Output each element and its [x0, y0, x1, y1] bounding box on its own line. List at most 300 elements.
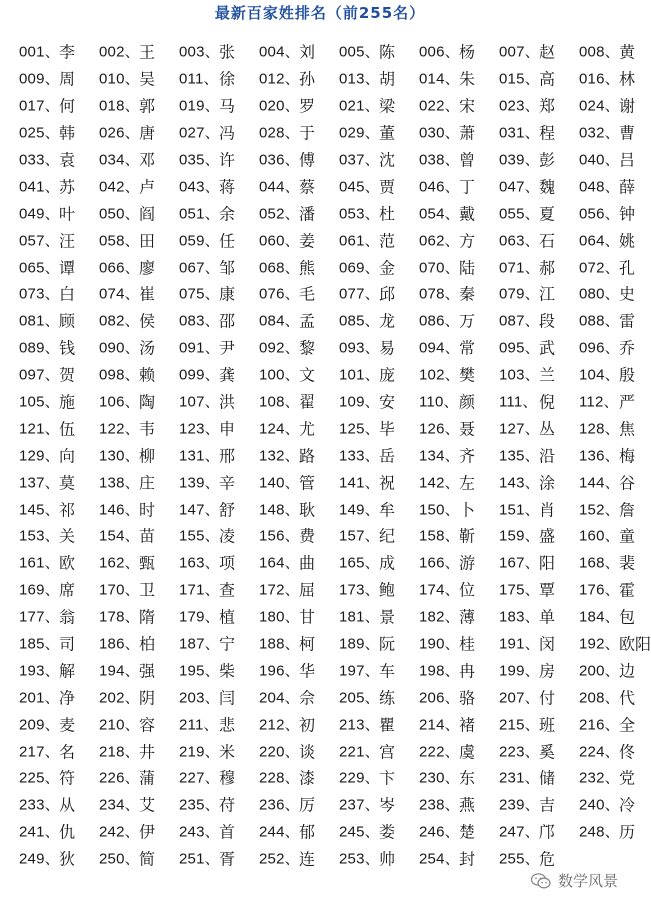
- surname: 刘: [299, 42, 316, 62]
- rank-number: 015、: [499, 70, 540, 88]
- surname-entry: [160, 334, 240, 361]
- surname: 韦: [139, 419, 156, 439]
- rank-number: 245、: [339, 823, 380, 841]
- rank-number: 083、: [179, 312, 220, 330]
- surname: 成: [379, 553, 396, 573]
- surname: 汤: [139, 338, 156, 358]
- surname-entry: [560, 92, 640, 119]
- surname-entry: [240, 576, 320, 603]
- rank-number: 008、: [579, 43, 620, 61]
- rank-number: 254、: [419, 850, 460, 868]
- surname: 储: [539, 768, 556, 788]
- rank-number: 217、: [19, 743, 60, 761]
- rank-number: 060、: [259, 232, 300, 250]
- surname-entry: [80, 226, 160, 253]
- surname: 柏: [139, 634, 156, 654]
- surname: 边: [619, 661, 636, 681]
- surname: 任: [219, 231, 236, 251]
- rank-number: 141、: [339, 474, 380, 492]
- surname: 莫: [59, 473, 76, 493]
- surname-entry: [320, 737, 400, 764]
- rank-number: 085、: [339, 312, 380, 330]
- surname-entry: [400, 119, 480, 146]
- rank-number: 123、: [179, 420, 220, 438]
- rank-number: 192、: [579, 635, 620, 653]
- rank-number: 214、: [419, 716, 460, 734]
- surname: 全: [619, 715, 636, 735]
- rank-number: 153、: [19, 527, 60, 545]
- surname-row: [0, 549, 640, 576]
- surname-entry: [320, 845, 400, 872]
- rank-number: 049、: [19, 205, 60, 223]
- surname-row: [0, 576, 640, 603]
- surname: 霍: [619, 580, 636, 600]
- rank-number: 099、: [179, 366, 220, 384]
- rank-number: 064、: [579, 232, 620, 250]
- surname: 覃: [539, 580, 556, 600]
- surname: 植: [219, 607, 236, 627]
- surname: 李: [59, 42, 76, 62]
- surname: 佟: [619, 742, 636, 762]
- rank-number: 074、: [99, 285, 140, 303]
- surname-entry: [560, 549, 640, 576]
- surname: 房: [539, 661, 556, 681]
- surname-entry: [80, 38, 160, 65]
- rank-number: 203、: [179, 689, 220, 707]
- surname: 欧阳: [619, 634, 651, 654]
- rank-number: 204、: [259, 689, 300, 707]
- surname-entry: [80, 710, 160, 737]
- rank-number: 240、: [579, 796, 620, 814]
- surname-entry: [560, 414, 640, 441]
- surname-entry: [240, 603, 320, 630]
- surname: 韩: [59, 123, 76, 143]
- surname-entry: [80, 334, 160, 361]
- surname-entry: [560, 683, 640, 710]
- rank-number: 124、: [259, 420, 300, 438]
- surname-entry: [160, 791, 240, 818]
- surname: 蒋: [219, 177, 236, 197]
- surname: 娄: [379, 822, 396, 842]
- rank-number: 167、: [499, 554, 540, 572]
- surname-entry: [560, 119, 640, 146]
- surname-entry: [320, 441, 400, 468]
- rank-number: 143、: [499, 474, 540, 492]
- surname: 欧: [59, 553, 76, 573]
- surname: 熊: [299, 258, 316, 278]
- rank-number: 007、: [499, 43, 540, 61]
- surname: 孙: [299, 69, 316, 89]
- surname: 傅: [299, 150, 316, 170]
- surname-entry: [160, 38, 240, 65]
- surname-entry: [240, 549, 320, 576]
- surname: 伍: [59, 419, 76, 439]
- rank-number: 020、: [259, 97, 300, 115]
- surname: 佘: [299, 688, 316, 708]
- rank-number: 001、: [19, 43, 60, 61]
- rank-number: 162、: [99, 554, 140, 572]
- surname: 冉: [459, 661, 476, 681]
- surname-entry: [80, 119, 160, 146]
- rank-number: 065、: [19, 259, 60, 277]
- surname: 秦: [459, 284, 476, 304]
- rank-number: 212、: [259, 716, 300, 734]
- surname: 史: [619, 284, 636, 304]
- surname-entry: [80, 603, 160, 630]
- surname-entry: [160, 764, 240, 791]
- surname-entry: [160, 146, 240, 173]
- surname: 艾: [139, 795, 156, 815]
- rank-number: 021、: [339, 97, 380, 115]
- rank-number: 182、: [419, 608, 460, 626]
- surname-entry: [320, 307, 400, 334]
- surname: 文: [299, 365, 316, 385]
- rank-number: 137、: [19, 474, 60, 492]
- surname: 谈: [299, 742, 316, 762]
- surname: 毛: [299, 284, 316, 304]
- rank-number: 241、: [19, 823, 60, 841]
- surname-entry: [240, 710, 320, 737]
- surname: 施: [59, 392, 76, 412]
- surname: 蔡: [299, 177, 316, 197]
- surname: 仇: [59, 822, 76, 842]
- rank-number: 230、: [419, 769, 460, 787]
- surname-entry: [480, 119, 560, 146]
- rank-number: 016、: [579, 70, 620, 88]
- rank-number: 076、: [259, 285, 300, 303]
- surname: 赵: [539, 42, 556, 62]
- surname-entry: [240, 845, 320, 872]
- surname-entry: [400, 307, 480, 334]
- surname: 辛: [219, 473, 236, 493]
- surname: 燕: [459, 795, 476, 815]
- rank-number: 196、: [259, 662, 300, 680]
- surname-entry: [400, 603, 480, 630]
- surname-entry: [400, 38, 480, 65]
- surname-entry: [80, 361, 160, 388]
- rank-number: 030、: [419, 124, 460, 142]
- rank-number: 132、: [259, 447, 300, 465]
- rank-number: 216、: [579, 716, 620, 734]
- surname: 凌: [219, 526, 236, 546]
- rank-number: 154、: [99, 527, 140, 545]
- rank-number: 081、: [19, 312, 60, 330]
- surname-entry: [560, 280, 640, 307]
- rank-number: 134、: [419, 447, 460, 465]
- surname-entry: [240, 38, 320, 65]
- surname: 邓: [139, 150, 156, 170]
- surname: 宁: [219, 634, 236, 654]
- surname: 江: [539, 284, 556, 304]
- rank-number: 121、: [19, 420, 60, 438]
- surname-entry: [400, 549, 480, 576]
- rank-number: 013、: [339, 70, 380, 88]
- rank-number: 135、: [499, 447, 540, 465]
- rank-number: 052、: [259, 205, 300, 223]
- rank-number: 191、: [499, 635, 540, 653]
- surname-row: [0, 172, 640, 199]
- rank-number: 179、: [179, 608, 220, 626]
- surname-entry: [160, 630, 240, 657]
- rank-number: 206、: [419, 689, 460, 707]
- surname: 危: [539, 849, 556, 869]
- surname-entry: [320, 522, 400, 549]
- rank-number: 246、: [419, 823, 460, 841]
- rank-number: 041、: [19, 178, 60, 196]
- surname: 曲: [299, 553, 316, 573]
- surname: 净: [59, 688, 76, 708]
- surname: 冯: [219, 123, 236, 143]
- rank-number: 181、: [339, 608, 380, 626]
- surname: 闫: [219, 688, 236, 708]
- rank-number: 185、: [19, 635, 60, 653]
- rank-number: 091、: [179, 339, 220, 357]
- surname-entry: [0, 361, 80, 388]
- rank-number: 243、: [179, 823, 220, 841]
- surname-entry: [320, 495, 400, 522]
- surname: 魏: [539, 177, 556, 197]
- surname: 郭: [139, 96, 156, 116]
- rank-number: 180、: [259, 608, 300, 626]
- rank-number: 140、: [259, 474, 300, 492]
- surname: 解: [59, 661, 76, 681]
- surname-entry: [560, 522, 640, 549]
- rank-number: 040、: [579, 151, 620, 169]
- surname-entry: [0, 65, 80, 92]
- surname: 朱: [459, 69, 476, 89]
- surname-entry: [240, 92, 320, 119]
- rank-number: 095、: [499, 339, 540, 357]
- surname: 林: [619, 69, 636, 89]
- rank-number: 234、: [99, 796, 140, 814]
- rank-number: 068、: [259, 259, 300, 277]
- surname: 井: [139, 742, 156, 762]
- rank-number: 225、: [19, 769, 60, 787]
- rank-number: 129、: [19, 447, 60, 465]
- rank-number: 006、: [419, 43, 460, 61]
- surname-entry: [160, 226, 240, 253]
- wechat-icon: [530, 872, 552, 890]
- rank-number: 244、: [259, 823, 300, 841]
- surname: 路: [299, 446, 316, 466]
- surname-entry: [400, 656, 480, 683]
- surname-row: [0, 764, 640, 791]
- surname: 戴: [459, 204, 476, 224]
- surname: 廖: [139, 258, 156, 278]
- surname: 穆: [219, 768, 236, 788]
- surname: 薛: [619, 177, 636, 197]
- rank-number: 108、: [259, 393, 300, 411]
- surname: 苻: [219, 795, 236, 815]
- surname-entry: [560, 38, 640, 65]
- surname: 谢: [619, 96, 636, 116]
- rank-number: 139、: [179, 474, 220, 492]
- rank-number: 158、: [419, 527, 460, 545]
- rank-number: 242、: [99, 823, 140, 841]
- rank-number: 004、: [259, 43, 300, 61]
- surname: 童: [619, 526, 636, 546]
- surname-row: [0, 737, 640, 764]
- surname: 封: [459, 849, 476, 869]
- surname-entry: [560, 361, 640, 388]
- surname: 时: [139, 500, 156, 520]
- rank-number: 112、: [579, 393, 619, 411]
- surname-entry: [400, 764, 480, 791]
- rank-number: 028、: [259, 124, 300, 142]
- surname-entry: [560, 656, 640, 683]
- surname-entry: [400, 441, 480, 468]
- rank-number: 253、: [339, 850, 380, 868]
- rank-number: 161、: [19, 554, 60, 572]
- rank-number: 073、: [19, 285, 60, 303]
- surname-entry: [160, 818, 240, 845]
- rank-number: 082、: [99, 312, 140, 330]
- surname: 祁: [59, 500, 76, 520]
- surname-entry: [160, 307, 240, 334]
- surname-entry: [560, 334, 640, 361]
- surname: 位: [459, 580, 476, 600]
- rank-number: 037、: [339, 151, 380, 169]
- surname: 宋: [459, 96, 476, 116]
- surname-entry: [80, 280, 160, 307]
- surname: 黄: [619, 42, 636, 62]
- surname: 华: [299, 661, 316, 681]
- rank-number: 106、: [99, 393, 140, 411]
- surname: 舒: [219, 500, 236, 520]
- rank-number: 032、: [579, 124, 620, 142]
- rank-number: 251、: [179, 850, 220, 868]
- surname-entry: [240, 307, 320, 334]
- rank-number: 098、: [99, 366, 140, 384]
- rank-number: 193、: [19, 662, 60, 680]
- surname-entry: [80, 764, 160, 791]
- surname: 简: [139, 849, 156, 869]
- surname: 屈: [299, 580, 316, 600]
- rank-number: 247、: [499, 823, 540, 841]
- surname-entry: [0, 199, 80, 226]
- surname-row: [0, 334, 640, 361]
- surname-entry: [480, 172, 560, 199]
- rank-number: 084、: [259, 312, 300, 330]
- rank-number: 198、: [419, 662, 460, 680]
- surname: 吕: [619, 150, 636, 170]
- surname-entry: [480, 495, 560, 522]
- rank-number: 136、: [579, 447, 620, 465]
- surname: 丁: [459, 177, 476, 197]
- surname-row: [0, 146, 640, 173]
- rank-number: 164、: [259, 554, 300, 572]
- surname: 罗: [299, 96, 316, 116]
- surname-entry: [400, 65, 480, 92]
- surname: 卢: [139, 177, 156, 197]
- surname-entry: [480, 280, 560, 307]
- rank-number: 059、: [179, 232, 220, 250]
- rank-number: 170、: [99, 581, 140, 599]
- surname-row: [0, 522, 640, 549]
- surname-entry: [480, 468, 560, 495]
- surname-row: [0, 388, 640, 415]
- surname: 范: [379, 231, 396, 251]
- surname: 沿: [539, 446, 556, 466]
- surname: 胡: [379, 69, 396, 89]
- surname-entry: [0, 468, 80, 495]
- surname: 陆: [459, 258, 476, 278]
- surname-entry: [80, 845, 160, 872]
- surname-entry: [480, 683, 560, 710]
- surname-entry: [480, 307, 560, 334]
- surname: 虞: [459, 742, 476, 762]
- rank-number: 058、: [99, 232, 140, 250]
- rank-number: 236、: [259, 796, 300, 814]
- rank-number: 003、: [179, 43, 220, 61]
- rank-number: 019、: [179, 97, 220, 115]
- surname-entry: [0, 172, 80, 199]
- surname-entry: [480, 414, 560, 441]
- surname-entry: [0, 119, 80, 146]
- surname: 容: [139, 715, 156, 735]
- surname: 阎: [139, 204, 156, 224]
- surname-entry: [80, 549, 160, 576]
- rank-number: 200、: [579, 662, 620, 680]
- surname: 曾: [459, 150, 476, 170]
- surname: 肖: [539, 500, 556, 520]
- surname: 高: [539, 69, 556, 89]
- surname: 包: [619, 607, 636, 627]
- rank-number: 209、: [19, 716, 60, 734]
- surname-entry: [400, 818, 480, 845]
- surname: 田: [139, 231, 156, 251]
- surname-entry: [560, 65, 640, 92]
- surname-entry: [0, 630, 80, 657]
- surname: 薄: [459, 607, 476, 627]
- rank-number: 145、: [19, 501, 60, 519]
- rank-number: 087、: [499, 312, 540, 330]
- surname: 庄: [139, 473, 156, 493]
- rank-number: 034、: [99, 151, 140, 169]
- surname: 叶: [59, 204, 76, 224]
- rank-number: 148、: [259, 501, 300, 519]
- surname: 乔: [619, 338, 636, 358]
- rank-number: 067、: [179, 259, 220, 277]
- rank-number: 202、: [99, 689, 140, 707]
- surname-entry: [0, 280, 80, 307]
- surname-entry: [80, 683, 160, 710]
- rank-number: 189、: [339, 635, 380, 653]
- surname: 首: [219, 822, 236, 842]
- surname-entry: [480, 630, 560, 657]
- surname-entry: [240, 334, 320, 361]
- surname-row: [0, 495, 640, 522]
- rank-number: 080、: [579, 285, 620, 303]
- surname: 颜: [459, 392, 476, 412]
- rank-number: 023、: [499, 97, 540, 115]
- surname: 漆: [299, 768, 316, 788]
- surname-entry: [80, 441, 160, 468]
- rank-number: 223、: [499, 743, 540, 761]
- rank-number: 027、: [179, 124, 220, 142]
- surname-entry: [560, 818, 640, 845]
- surname-entry: [160, 92, 240, 119]
- surname-entry: [480, 441, 560, 468]
- rank-number: 011、: [179, 70, 219, 88]
- surname-entry: [320, 764, 400, 791]
- surname-entry: [80, 388, 160, 415]
- rank-number: 252、: [259, 850, 300, 868]
- surname: 程: [539, 123, 556, 143]
- surname-entry: [160, 495, 240, 522]
- rank-number: 128、: [579, 420, 620, 438]
- surname-entry: [160, 549, 240, 576]
